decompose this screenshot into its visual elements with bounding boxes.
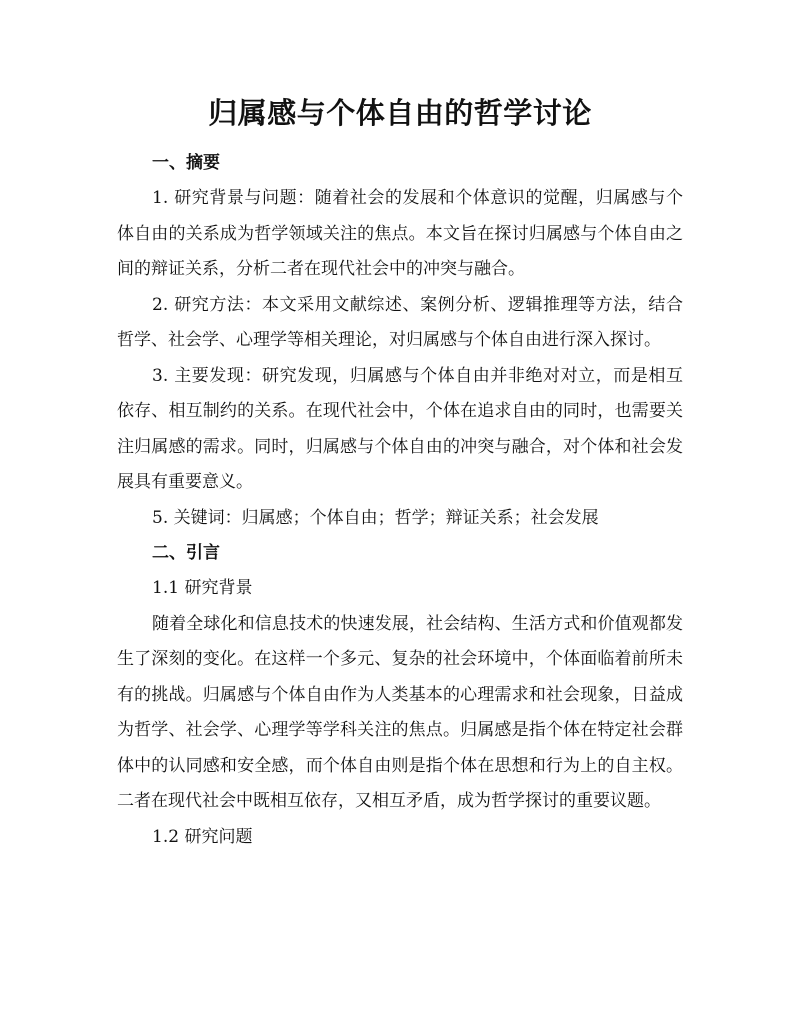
abstract-keywords: 5. 关键词：归属感；个体自由；哲学；辩证关系；社会发展 (152, 507, 599, 528)
subsection-heading-background: 1.1 研究背景 (152, 578, 253, 598)
abstract-paragraph-3: 3. 主要发现：研究发现，归属感与个体自由并非绝对对立，而是相互依存、相互制约的关系。在现代社会中，个体在追求自由的同时，也需要关注归属感的需求。同时，归属感与个体自由的冲突与融合，对个体和社会发展具有重要意义。 (117, 365, 683, 492)
abstract-paragraph-1: 1. 研究背景与问题：随着社会的发展和个体意识的觉醒，归属感与个体自由的关系成为哲学领域关注的焦点。本文旨在探讨归属感与个体自由之间的辩证关系，分析二者在现代社会中的冲突与融合。 (117, 188, 683, 279)
page-title: 归属感与个体自由的哲学讨论 (208, 96, 592, 130)
section-heading-introduction: 二、引言 (152, 543, 220, 563)
subsection-heading-research-questions: 1.2 研究问题 (152, 826, 253, 847)
introduction-paragraph-1: 随着全球化和信息技术的快速发展，社会结构、生活方式和价值观都发生了深刻的变化。在这样一个多元、复杂的社会环境中，个体面临着前所未有的挑战。归属感与个体自由作为人类基本的心理需求和社会现象，日益成为哲学、社会学、心理学等学科关注的焦点。归属感是指个体在特定社会群体中的认同感和安全感，而个体自由则是指个体在思想和行为上的自主权。二者在现代社会中既相互依存，又相互矛盾，成为哲学探讨的重要议题。 (117, 613, 683, 811)
abstract-paragraph-2: 2. 研究方法：本文采用文献综述、案例分析、逻辑推理等方法，结合哲学、社会学、心理学等相关理论，对归属感与个体自由进行深入探讨。 (117, 294, 683, 350)
document-body (117, 146, 683, 855)
section-heading-abstract: 一、摘要 (152, 153, 220, 173)
